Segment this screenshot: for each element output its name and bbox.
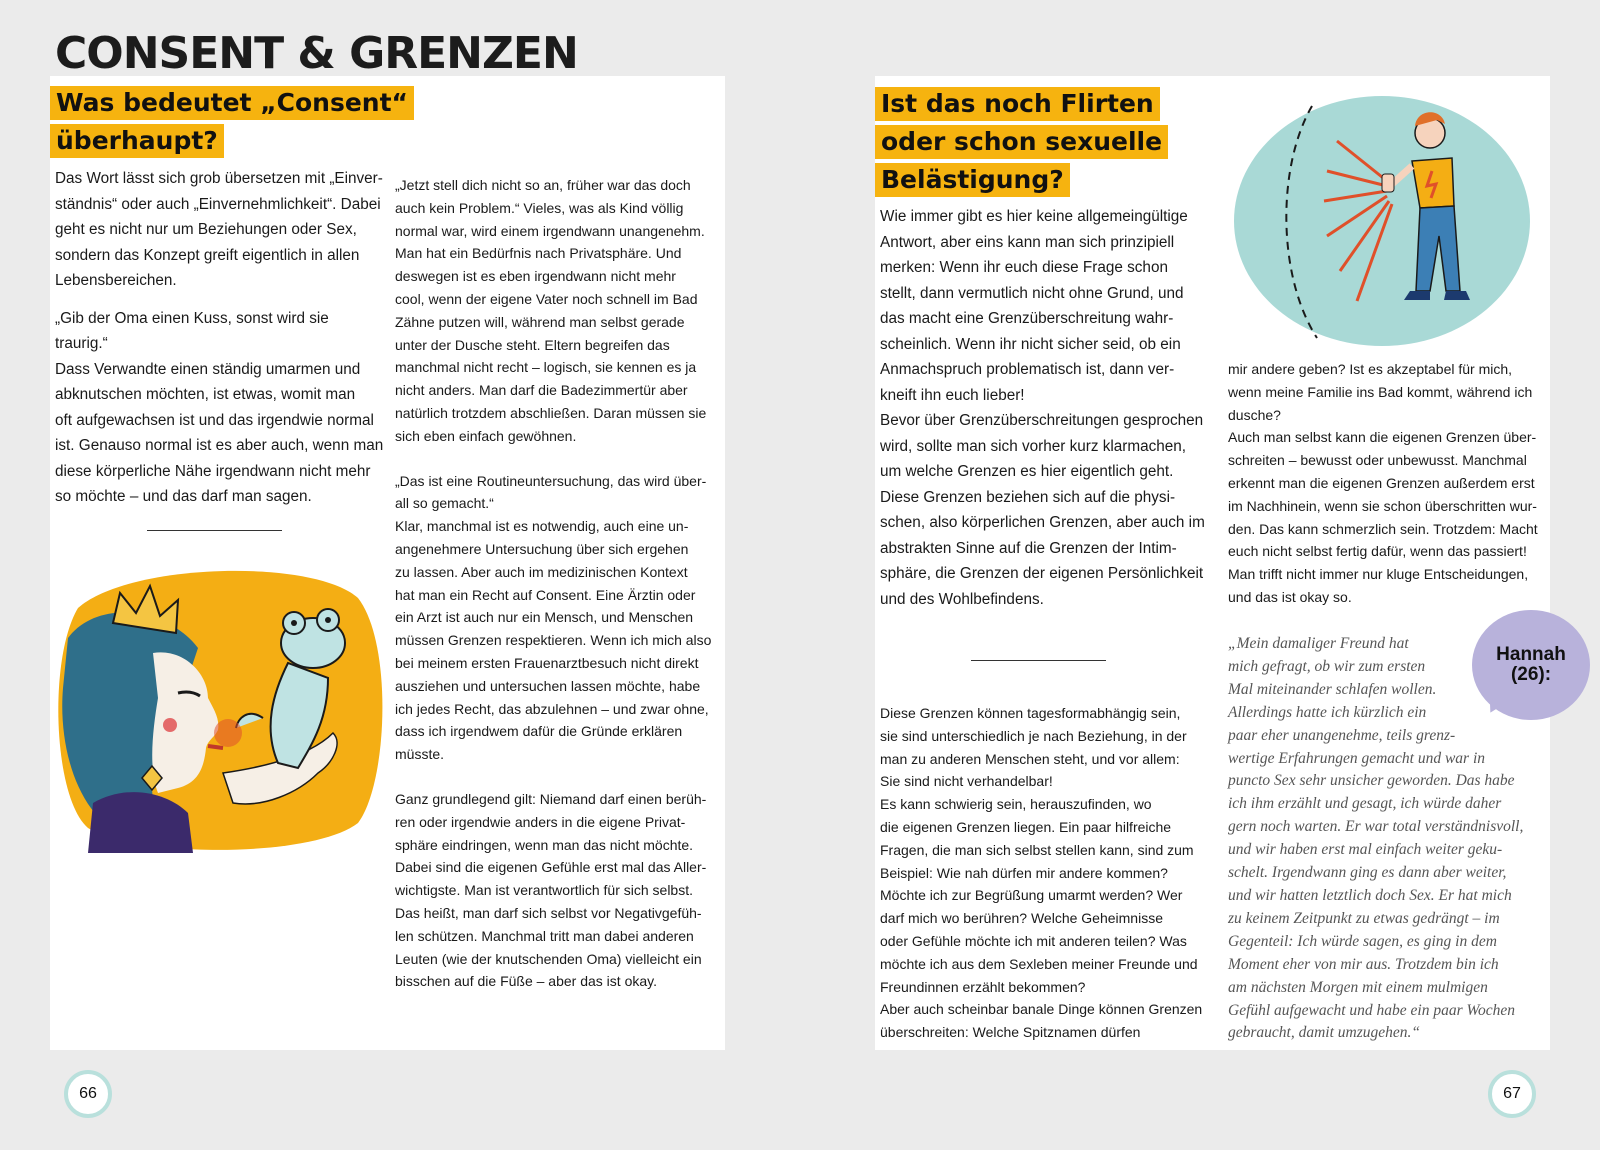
- stop-gesture-illustration: [1232, 86, 1532, 351]
- text-line: deswegen ist es eben irgendwann nicht mehr: [395, 268, 676, 285]
- text-line: erkennt man die eigenen Grenzen außerdem erst: [1228, 474, 1535, 491]
- text-line: „Das ist eine Routineuntersuchung, das wird über-: [395, 472, 707, 489]
- text-line: angenehmere Untersuchung über sich ergehen: [395, 540, 689, 557]
- left-heading: [50, 86, 414, 162]
- text-line: um welche Grenzen es hier eigentlich geht.: [880, 463, 1174, 480]
- quote-line: paar eher unangenehme, teils grenz-: [1228, 726, 1456, 744]
- quote-line: gebraucht, damit umzugehen.“: [1228, 1024, 1421, 1042]
- text-line: dass ich irgendwem dafür die Gründe erklären: [395, 723, 683, 740]
- left-heading-line: Was bedeutet „Consent“: [50, 86, 414, 120]
- right-col1-text: [880, 204, 1210, 624]
- text-line: abknutschen möchten, ist etwas, womit man: [55, 386, 356, 403]
- quote-line: gern noch warten. Er war total verständnisvoll,: [1228, 818, 1524, 836]
- speaker-line: (26):: [1510, 664, 1552, 685]
- text-line: Das Wort lässt sich grob übersetzen mit „Einver-: [55, 170, 383, 187]
- text-line: nicht anders. Man darf die Badezimmertür aber: [395, 382, 688, 399]
- text-line: oft aufgewachsen ist und das irgendwie normal: [55, 411, 374, 429]
- text-line: auch kein Problem.“ Vieles, was als Kind völlig: [395, 199, 684, 216]
- text-line: Beispiel: Wie nah dürfen mir andere kommen?: [880, 864, 1168, 881]
- quote-line: Allerdings hatte ich kürzlich ein: [1228, 703, 1427, 721]
- text-line: normal war, wird einem irgendwann unangenehm.: [395, 222, 705, 239]
- text-line: hat man ein Recht auf Consent. Eine Ärztin oder: [395, 586, 696, 603]
- page-number-left: 66: [64, 1070, 112, 1118]
- text-line: schreiten – bewusst oder unbewusst. Manchmal: [1228, 452, 1527, 469]
- speaker-name: [1491, 645, 1571, 685]
- quote-line: „Mein damaliger Freund hat: [1228, 635, 1409, 652]
- text-line: Dabei sind die eigenen Gefühle erst mal das Aller-: [395, 859, 707, 876]
- text-line: Leuten (wie der knutschenden Oma) vielleicht ein: [395, 950, 702, 967]
- text-line: sie sind unterschiedlich je nach Beziehung, in der: [880, 727, 1187, 744]
- section-divider: [147, 530, 282, 531]
- text-line: Möchte ich zur Begrüßung umarmt werden? Wer: [880, 887, 1183, 904]
- quote-line: wertige Erfahrungen gemacht und war in: [1228, 749, 1486, 767]
- text-line: wenn meine Familie ins Bad kommt, während ich: [1228, 383, 1533, 400]
- text-line: Lebensbereichen.: [55, 272, 177, 289]
- text-line: Auch man selbst kann die eigenen Grenzen über-: [1228, 429, 1537, 446]
- text-line: müssen Grenzen respektieren. Wenn ich mich also: [395, 632, 712, 649]
- text-line: Man hat ein Bedürfnis nach Privatsphäre. Und: [395, 245, 682, 262]
- text-line: all so gemacht.“: [395, 495, 494, 512]
- text-line: geht es nicht nur um Beziehungen oder Sex,: [55, 221, 357, 238]
- text-line: merken: Wenn ihr euch diese Frage schon: [880, 259, 1168, 276]
- text-line: Freundinnen erzählt bekommen?: [880, 978, 1086, 995]
- quote-line: schelt. Irgendwann ging es dann aber weiter,: [1228, 864, 1507, 882]
- text-line: Diese Grenzen beziehen sich auf die physi-: [880, 488, 1176, 506]
- chapter-title: CONSENT & GRENZEN: [55, 28, 578, 79]
- text-line: ein Arzt ist auch nur ein Mensch, und Menschen: [395, 609, 694, 626]
- text-line: euch nicht selbst fertig dafür, wenn das passiert!: [1228, 543, 1527, 560]
- quote-line: am nächsten Morgen mit einem mulmigen: [1228, 978, 1488, 996]
- text-line: Man trifft nicht immer nur kluge Entscheidungen,: [1228, 566, 1529, 583]
- left-col2-text: [395, 174, 715, 1005]
- left-col1-text: [55, 166, 385, 522]
- text-line: Diese Grenzen können tagesformabhängig sein,: [880, 705, 1181, 721]
- text-line: abstrakten Sinne auf die Grenzen der Intim-: [880, 539, 1177, 557]
- princess-frog-illustration: [58, 568, 383, 853]
- text-line: natürlich trotzdem abschließen. Daran müssen sie: [395, 404, 707, 421]
- text-line: den. Das kann schmerzlich sein. Trotzdem: Macht: [1228, 520, 1538, 537]
- text-line: mir andere geben? Ist es akzeptabel für mich,: [1228, 361, 1513, 377]
- text-line: möchte ich aus dem Sexleben meiner Freunde und: [880, 955, 1198, 972]
- speaker-speech-bubble: [1472, 610, 1590, 720]
- text-line: so möchte – und das darf man sagen.: [55, 488, 312, 505]
- speaker-line: Hannah: [1496, 644, 1566, 665]
- quote-line: und wir haben erst mal einfach weiter geku-: [1228, 841, 1503, 859]
- quote-line: Moment eher von mir aus. Trotzdem bin ich: [1228, 955, 1499, 973]
- quote-line: und wir hatten letztlich doch Sex. Er hat mich: [1228, 886, 1512, 904]
- text-line: ist. Genauso normal ist es aber auch, wenn man: [55, 437, 384, 454]
- text-line: und des Wohlbefindens.: [880, 590, 1044, 608]
- text-line: Aber auch scheinbar banale Dinge können Grenzen: [880, 1001, 1203, 1018]
- text-line: schen, also körperlichen Grenzen, aber auch im: [880, 514, 1205, 531]
- text-line: Es kann schwierig sein, herauszufinden, wo: [880, 796, 1152, 813]
- right-heading-line: Belästigung?: [875, 163, 1070, 197]
- quote-line: Gegenteil: Ich würde sagen, es ging in dem: [1228, 932, 1497, 950]
- section-divider: [971, 660, 1106, 661]
- text-line: und das ist okay so.: [1228, 588, 1352, 605]
- text-line: das macht eine Grenzüberschreitung wahr-: [880, 310, 1174, 327]
- text-line: darf mich wo berühren? Welche Geheimnisse: [880, 910, 1163, 927]
- text-line: sondern das Konzept greift eigentlich in allen: [55, 246, 360, 264]
- text-line: sphäre, die Grenzen der eigenen Persönlichkeit: [880, 565, 1204, 582]
- text-line: ich jedes Recht, das abzulehnen – und zwar ohne,: [395, 700, 709, 717]
- text-line: diese körperliche Nähe irgendwann nicht mehr: [55, 462, 371, 480]
- text-line: kneift ihn euch lieber!: [880, 386, 1025, 404]
- text-line: Ganz grundlegend gilt: Niemand darf einen berüh-: [395, 790, 707, 807]
- quote-line: mich gefragt, ob wir zum ersten: [1228, 657, 1426, 675]
- page-number-right: 67: [1488, 1070, 1536, 1118]
- text-line: Wie immer gibt es hier keine allgemeingültige: [880, 208, 1188, 225]
- text-line: „Gib der Oma einen Kuss, sonst wird sie traurig.“: [55, 309, 329, 352]
- quote-line: puncto Sex sehr unsicher geworden. Das habe: [1228, 772, 1515, 790]
- text-line: scheinlich. Wenn ihr nicht sicher seid, ob ein: [880, 335, 1181, 353]
- text-line: oder Gefühle möchte ich mit anderen teilen? Was: [880, 932, 1187, 949]
- text-line: stellt, dann vermutlich nicht ohne Grund, und: [880, 284, 1184, 302]
- text-line: ren oder irgendwie anders in die eigene Privat-: [395, 813, 686, 830]
- text-line: überschreiten: Welche Spitznamen dürfen: [880, 1024, 1141, 1041]
- text-line: Sie sind nicht verhandelbar!: [880, 773, 1053, 790]
- quote-line: zu keinem Zeitpunkt zu etwas gedrängt – im: [1228, 909, 1500, 927]
- text-line: bisschen auf die Füße – aber das ist okay.: [395, 973, 657, 990]
- text-line: manchmal nicht recht – logisch, sie kennen es ja: [395, 359, 697, 376]
- text-line: Zähne putzen will, während man selbst gerade: [395, 313, 685, 330]
- text-line: ständnis“ oder auch „Einvernehmlichkeit“. Dabei: [55, 195, 381, 213]
- text-line: wichtigste. Man ist verantwortlich für sich selbst.: [395, 882, 693, 899]
- right-heading-line: Ist das noch Flirten: [875, 87, 1160, 121]
- text-line: wird, sollte man sich vorher kurz klarmachen,: [880, 437, 1187, 455]
- text-line: len schützen. Manchmal tritt man dabei anderen: [395, 927, 694, 944]
- text-line: ausziehen und untersuchen lassen möchte, habe: [395, 677, 701, 694]
- right-col1-text-2: [880, 702, 1210, 1044]
- text-line: müsste.: [395, 746, 445, 763]
- text-line: Bevor über Grenzüberschreitungen gesprochen: [880, 412, 1204, 429]
- text-line: zu lassen. Aber auch im medizinischen Kontext: [395, 563, 688, 580]
- quote-line: Mal miteinander schlafen wollen.: [1228, 680, 1437, 698]
- quote-line: ich ihm erzählt und gesagt, ich würde daher: [1228, 795, 1502, 813]
- text-line: im Nachhinein, wenn sie schon überschritten wur-: [1228, 497, 1537, 514]
- right-heading: [875, 87, 1168, 201]
- text-line: dusche?: [1228, 406, 1281, 423]
- text-line: bei meinem ersten Frauenarztbesuch nicht direkt: [395, 654, 699, 671]
- text-line: die eigenen Grenzen liegen. Ein paar hilfreiche: [880, 818, 1172, 835]
- text-line: Das heißt, man darf sich selbst vor Negativgefüh-: [395, 904, 702, 921]
- text-line: „Jetzt stell dich nicht so an, früher war das doch: [395, 177, 691, 193]
- text-line: Anmachspruch problematisch ist, dann ver-: [880, 361, 1175, 378]
- text-line: Klar, manchmal ist es notwendig, auch eine un-: [395, 518, 689, 535]
- text-line: cool, wenn der eigene Vater noch schnell im Bad: [395, 290, 698, 307]
- text-line: man zu anderen Menschen steht, und vor allem:: [880, 750, 1180, 767]
- text-line: Antwort, aber eins kann man sich prinzipiell: [880, 233, 1175, 251]
- text-line: sich eben einfach gewöhnen.: [395, 427, 577, 444]
- left-heading-line: überhaupt?: [50, 124, 224, 158]
- text-line: Fragen, die man sich selbst stellen kann, sind zum: [880, 841, 1194, 858]
- text-line: unter der Dusche steht. Eltern begreifen das: [395, 336, 670, 353]
- right-heading-line: oder schon sexuelle: [875, 125, 1168, 159]
- text-line: sphäre eindringen, wenn man das nicht möchte.: [395, 836, 694, 853]
- text-line: Dass Verwandte einen ständig umarmen und: [55, 360, 361, 378]
- right-col2-text: [1228, 358, 1558, 609]
- quote-line: Gefühl aufgewacht und habe ein paar Wochen: [1228, 1001, 1515, 1019]
